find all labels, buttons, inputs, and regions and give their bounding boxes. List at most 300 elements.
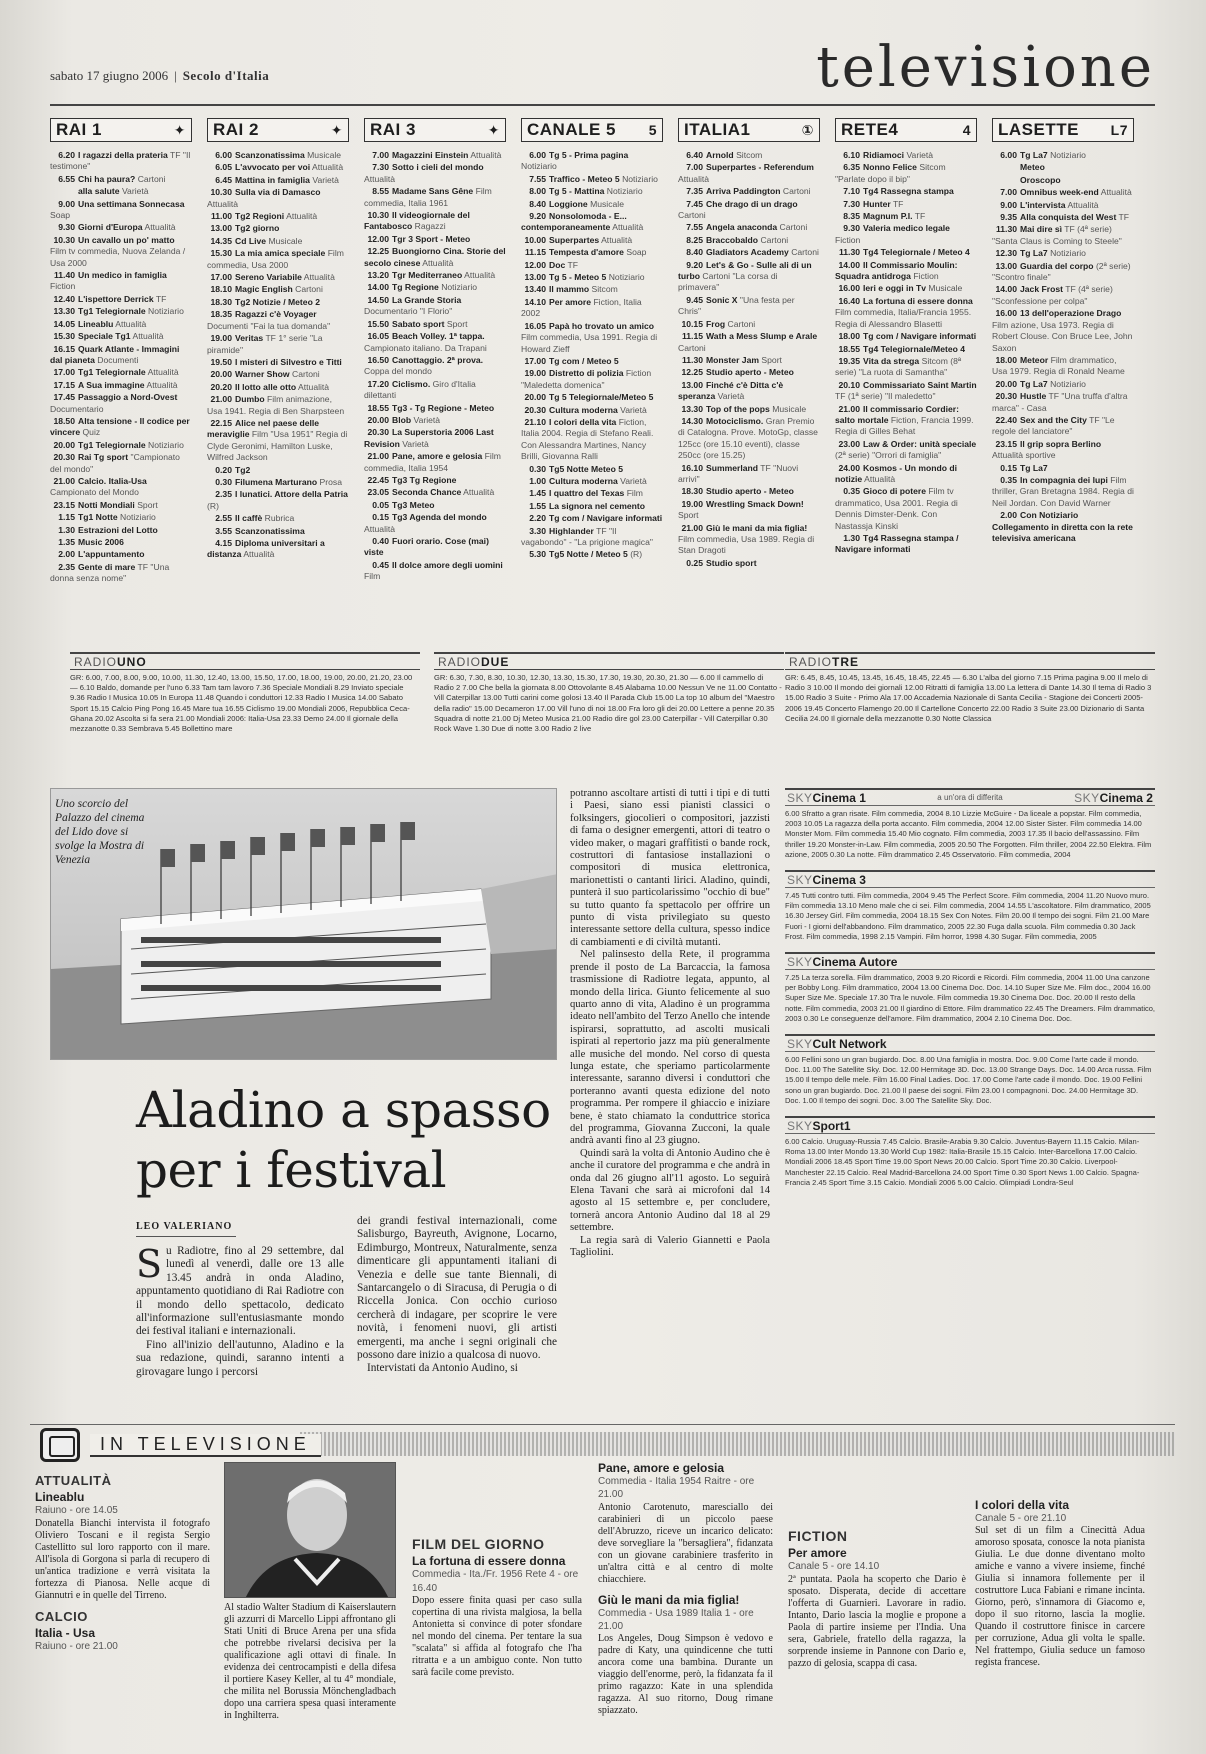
section-title: televisione — [816, 35, 1155, 100]
program-title: Sonic X — [706, 294, 738, 305]
program-title: L'ispettore Derrick — [78, 293, 154, 304]
channel-logo-icon: ✦ — [173, 121, 186, 138]
program-entry — [521, 199, 663, 210]
program-time: 7.45 — [686, 198, 703, 209]
program-entry — [678, 331, 820, 354]
program-title: I colori della vita — [975, 1498, 1070, 1512]
program-genre: TF "Il testimone" — [50, 150, 191, 172]
program-title: Studio aperto - Meteo — [706, 486, 794, 497]
program-genre: Musicale — [772, 403, 807, 414]
program-entry — [835, 404, 977, 438]
program-title: Superpartes - Referendum — [706, 162, 814, 173]
program-genre: Attualità — [678, 173, 710, 184]
program-title: Per amore — [549, 296, 592, 307]
radio-schedules — [50, 652, 1155, 762]
program-time: 7.30 — [843, 198, 860, 209]
sky-channel-name: Cinema 3 — [812, 872, 866, 887]
program-entry — [835, 380, 977, 403]
program-title: Italia - Usa — [35, 1625, 96, 1640]
program-time: 14.05 — [53, 318, 75, 329]
program-time: 2.20 — [529, 513, 546, 524]
program-genre: Attualità — [364, 173, 396, 184]
program-title: Doc — [549, 259, 566, 270]
program-time: 21.00 — [681, 522, 703, 533]
program-time: 19.00 — [681, 498, 703, 509]
program-time: 8.40 — [529, 198, 546, 209]
article-paragraph: Quindi sarà la volta di Antonio Audino che è anche il curatore del programma e che andrà in onda dal 26 giugno all'11 agosto. Lo seguirà Elena Tavani che sarà ai microfoni dal 14 agosto al 15 settembre e, per concludere, tornerà ancora Antonio Audino dal 18 al 29 settembre. — [570, 1147, 770, 1234]
program-title: Per amore — [788, 1546, 847, 1561]
program-genre: Film tv commedia, Nuova Zelanda / Usa 2000 — [50, 246, 186, 268]
program-entry — [521, 488, 663, 499]
article-column — [136, 1242, 344, 1379]
program-entry — [678, 380, 820, 403]
program-list — [364, 150, 506, 583]
radio-listing: GR: 6.45, 8.45, 10.45, 13.45, 16.45, 18.45, 22.45 — 6.30 L'alba del giorno 7.15 Prima pagina 9.00 Il melo di Radio 3 10.00 Il mondo dei giornali 12.00 Ritratti di famiglia 13.00 La lettera di Dante 14.30 Il tema di Radio 3 15.00 Radio 3 Suite - Primo Ala 17.00 Accademia Nazionale di Santa Cecilia - Stagione dei Concerti 2005-2006 19.45 Concerto Flamengo 20.00 Il Cartellone Concerto 22.00 Radio 3 Suite 23.00 Dizionario di Santa Cecilia 24.00 Il giornale della mezzanotte 0.30 Notte Classica — [785, 673, 1152, 723]
program-time: 2.35 — [58, 561, 75, 572]
program-genre: Cartoni — [678, 342, 706, 353]
program-title: Tg com / Navigare informati — [549, 513, 663, 524]
program-time: 18.55 — [367, 402, 389, 413]
program-time: 20.00 — [53, 439, 75, 450]
program-title: Tg 5 - Prima pagina — [549, 150, 629, 160]
program-time: 0.15 — [372, 512, 389, 523]
program-entry — [207, 223, 349, 234]
program-entry — [992, 391, 1134, 414]
program-title: Distretto di polizia — [549, 368, 624, 379]
program-entry — [207, 333, 349, 356]
program-entry — [521, 549, 663, 560]
program-title: Tg5 Notte Meteo 5 — [549, 463, 624, 474]
program-title: Con Notiziario Collegamento in diretta con la rete televisiva americana — [992, 510, 1133, 543]
radio-channel-name: TRE — [832, 655, 860, 669]
program-entry — [50, 500, 192, 511]
program-description: Donatella Bianchi intervista il fotografo Oliviero Toscani e il regista Sergio Castellitto sul loro rapporto con il mare. All'isola di Gorgona si parla di recupero di un'antica tradizione e verrà visitata la fortezza di Pianosa. Nelle acque di Giannutri e in quelle del Tirreno. — [35, 1517, 210, 1601]
program-time: 13.00 — [210, 223, 232, 234]
in-televisione-header — [40, 1428, 321, 1462]
program-entry — [50, 344, 192, 367]
program-entry — [521, 284, 663, 295]
channel-logo-icon: 5 — [648, 122, 657, 138]
program-entry — [521, 368, 663, 391]
program-time: 0.30 — [529, 463, 546, 474]
program-title: Il videogiornale del Fantabosco — [364, 210, 470, 232]
program-genre: Film tv drammatico, Usa 2001. Regia di Dennis Dimster-Denk. Con Nastassja Kinski — [835, 486, 958, 531]
channel-name: RAI 2 — [213, 120, 259, 139]
program-title: Frog — [706, 318, 726, 329]
program-title: Tg La7 — [1020, 248, 1048, 259]
program-entry — [50, 525, 192, 536]
program-title: Cd Live — [235, 235, 267, 246]
program-genre: TF "Una truffa d'altra marca" - Casa — [992, 391, 1128, 413]
program-entry — [364, 282, 506, 293]
program-time: 2.00 — [58, 549, 75, 560]
program-title: Il mammo — [549, 284, 590, 295]
program-slot: Commedia - Usa 1989 Italia 1 - ore 21.00 — [598, 1607, 754, 1633]
program-time: 14.10 — [524, 296, 546, 307]
program-entry — [364, 295, 506, 318]
program-title: Alta tensione - Il codice per vincere — [50, 415, 190, 438]
program-title: I ragazzi della prateria — [78, 150, 168, 160]
program-genre: Attualità — [364, 523, 396, 534]
program-genre: Cartoni — [727, 318, 756, 329]
program-genre: Cartoni — [291, 369, 320, 380]
program-time: 6.05 — [215, 162, 232, 173]
program-genre: Attualità — [146, 379, 178, 390]
program-entry — [521, 476, 663, 487]
program-genre: Film thriller, Gran Bretagna 1984. Regia di Neil Jordan. Con David Warner — [992, 474, 1134, 508]
program-genre: Film azione, Usa 1973. Regia di Robert Clouse. Con Bruce Lee, John Saxon — [992, 319, 1133, 353]
program-genre: Cartoni "La corsa di primavera" — [678, 271, 778, 293]
program-genre: Notiziario — [1050, 378, 1086, 389]
program-time: 1.55 — [529, 500, 546, 511]
program-title: Nonno Felice — [863, 162, 917, 173]
program-genre: Attualità — [422, 257, 454, 268]
program-genre: Varietà — [312, 174, 339, 185]
program-title: Tg1 Telegiornale — [78, 306, 146, 317]
program-time: 14.00 — [995, 284, 1017, 295]
program-slot: Canale 5 - ore 21.10 — [975, 1513, 1067, 1525]
program-entry — [521, 321, 663, 355]
program-entry — [992, 284, 1134, 307]
program-time: 23.15 — [995, 438, 1017, 449]
box-film-del-giorno — [412, 1462, 582, 1679]
program-entry — [50, 222, 192, 233]
program-time: 11.30 — [681, 354, 703, 365]
program-entry — [835, 247, 977, 258]
program-title: Ragazzi c'è Voyager — [235, 309, 317, 320]
program-entry — [364, 487, 506, 498]
channel-logo-icon: ✦ — [330, 121, 343, 138]
program-title: Tg com / Meteo 5 — [549, 355, 619, 366]
program-genre: Prosa — [319, 476, 342, 487]
program-genre: Notiziario — [622, 173, 658, 184]
program-time: 7.35 — [686, 186, 703, 197]
program-genre: Attualità — [115, 318, 147, 329]
program-time: 17.45 — [53, 392, 75, 403]
program-time: 5.30 — [529, 549, 546, 560]
category-label: ATTUALITÀ — [35, 1473, 112, 1488]
program-entry — [50, 562, 192, 585]
program-genre: Cartoni — [782, 186, 811, 197]
program-entry — [678, 150, 820, 161]
sky-cinema-3: SKYCinema 3 7.45 Tutti contro tutti. Film commedia, 2004 9.45 The Perfect Score. Film commedia, 2004 11.20 Nuovo muro. Film commedia 13.10 Meno male che ci sei. Film commedia, 2004 14.55 L'ascoltatore. Film drammatico, 2005 16.30 Jersey Girl. Film commedia, 2004 18.15 Sex Con Notes. Film 20.00 Il tempo dei sogni. Film 21.00 Mare Fuori - I giorni dell'abbandono. Film drammatico, 2005 22.30 Fuga dalla scuola. Film commedia 0.30 Jack Frost. Film commedia, 1998 2.15 Vampiri. Film horror, 1998 4.30 Sugar. Film commedia, 2005 — [785, 870, 1155, 942]
program-title: Gioco di potere — [863, 486, 927, 497]
program-entry — [50, 186, 192, 197]
program-title: Notti Mondiali — [78, 499, 135, 510]
program-title: Ridiamoci — [863, 150, 905, 160]
program-slot: Canale 5 - ore 14.10 — [788, 1561, 880, 1573]
program-entry — [678, 416, 820, 462]
sky-listing: 6.00 Sfratto a gran risate. Film commedia, 2004 8.10 Lizzie McGuire - Da liceale a popstar. Film commedia, 2003 10.05 La ragazza della porta accanto. Film commedia, 2004 12.00 Sister Sister. Film commedia 14.00 Monster Mom. Film commedia 15.40 Mio cognato. Film commedia, 2003 17.35 Il bacio dell'assassino. Film thriller 19.20 Monster-in-Law. Film commedia, 2005 20.50 The Forgotten. Film thriller, 2004 22.50 Elektra. Film azione, 2005 0.30 La notte. Film drammatico 2.45 Osservatorio. Film commedia, 2004 — [785, 809, 1152, 859]
program-genre: Attualità — [312, 162, 344, 173]
program-entry — [992, 463, 1134, 474]
program-entry — [207, 394, 349, 417]
sky-listing: 7.25 La terza sorella. Film drammatico, 2003 9.20 Ricordi e Ricordi. Film commedia, 2004 11.00 Una canzone per Bobby Long. Film drammatico, 2004 13.00 Cinema Doc. Doc. 14.10 Super Size Me. Film doc., 2004 16.00 Super Size Me. Speciale 17.30 Tra le nuvole. Film commedia 19.30 Cinema Doc. Doc. 20.00 Il resto della notte. Film commedia, 2003 21.00 Il giardino di Ettore. Film drammatico 22.45 The Dreamers. Film drammatico, 2003 0.30 Le conseguenze dell'amore. Film drammatico, 2004 2.10 Cinema Doc. Doc. — [785, 973, 1156, 1023]
program-time: 21.00 — [838, 403, 860, 414]
program-entry — [50, 294, 192, 305]
program-time: 1.00 — [529, 475, 546, 486]
program-title: Tg5 Notte / Meteo 5 — [549, 549, 628, 560]
program-genre: Fiction "Maledetta domenica" — [521, 368, 652, 390]
program-entry — [364, 246, 506, 269]
program-title: Meteor — [1020, 354, 1049, 365]
program-list — [50, 150, 192, 585]
program-time: 7.10 — [843, 186, 860, 197]
program-entry — [992, 150, 1134, 161]
program-title: Scanzonatissima — [235, 525, 305, 536]
program-title: La signora nel cemento — [549, 500, 645, 511]
program-title: Il dolce amore degli uomini — [392, 559, 503, 570]
program-entry — [678, 235, 820, 246]
program-genre: Musicale — [928, 283, 963, 294]
category-label: FICTION — [788, 1528, 848, 1544]
program-genre: Varietà — [906, 150, 934, 160]
program-genre: Documentario — [50, 403, 104, 414]
program-time: 17.00 — [524, 355, 546, 366]
tv-schedule-grid — [50, 118, 1155, 638]
program-entry — [992, 308, 1134, 354]
program-title: Cultura moderna — [549, 475, 618, 486]
program-genre: Attualità — [132, 331, 164, 342]
program-title: Mai dire sì — [1020, 224, 1063, 235]
program-time: 16.10 — [681, 462, 703, 473]
program-title: Hustle — [1020, 391, 1047, 402]
program-title: Tempesta d'amore — [549, 247, 624, 258]
program-time: 9.35 — [1000, 212, 1017, 223]
program-title: Wrestling Smack Down! — [706, 498, 804, 509]
program-entry — [835, 186, 977, 197]
program-title: Valeria medico legale — [863, 223, 950, 234]
program-entry — [364, 415, 506, 426]
program-entry — [364, 536, 506, 559]
program-time: 6.00 — [215, 150, 232, 160]
program-title: A Sua immagine — [78, 379, 145, 390]
program-genre: Varietà — [620, 404, 647, 415]
program-time: 8.35 — [843, 211, 860, 222]
program-genre: TF "Le regole del lanciatore" — [992, 414, 1115, 437]
program-entry — [364, 331, 506, 354]
program-genre: Cartoni — [678, 210, 706, 221]
program-title: Blob — [392, 414, 412, 425]
program-title: Canottaggio. 2ª prova. — [392, 354, 484, 365]
channel-logo-icon: 4 — [962, 122, 971, 138]
program-genre: Campionato italiano. Da Trapani — [364, 342, 487, 353]
program-genre: Fiction, Italia 2004. Regia di Stefano Reali. Con Alessandra Martines, Nancy Brilli, Giovanna Ralli — [521, 416, 654, 462]
program-title: Traffico - Meteo 5 — [549, 173, 620, 184]
program-description: 2ª puntata. Paola ha scoperto che Dario è sposato. Disperata, decide di accettare l'offerta di Guarnieri. Lavorare in radio. Intanto, Dario lascia la moglie e propone a Paola di partire insieme per l'India. Una sera, Gabriele, fratello della ragazza, la sorprende insieme in Pannone con Dario e, pazzo di gelosia, scappa di casa. — [788, 1573, 966, 1669]
program-entry — [678, 186, 820, 197]
program-genre: Film commedia, Italia/Francia 1955. Regia di Alessandro Blasetti — [835, 307, 972, 329]
radio-label: RADIO — [74, 655, 118, 669]
program-genre: TF — [567, 259, 578, 270]
program-genre: Attualità — [298, 381, 330, 392]
program-time: 19.00 — [524, 368, 546, 379]
program-description: Los Angeles, Doug Simpson è vedovo e padre di Katy, una quindicenne che tutti ancora come una bambina. Durante un viaggio dell'enorme, però, la fidanzata fa il primo ragazzo: Kate in una splendida ragazza. Al suo ritorno, Doug rimane spiazzato. — [598, 1633, 773, 1717]
program-title: 13 dell'operazione Drago — [1020, 308, 1122, 319]
channel-rete4 — [835, 118, 977, 638]
program-time: 6.20 — [58, 150, 75, 160]
program-title: Arnold — [706, 150, 734, 160]
program-entry — [207, 309, 349, 332]
program-genre: Cartoni — [760, 234, 789, 245]
program-entry — [207, 187, 349, 210]
program-entry — [992, 415, 1134, 438]
program-time: 20.00 — [210, 369, 232, 380]
program-entry — [207, 382, 349, 393]
radio-listing: GR: 6.00, 7.00, 8.00, 9.00, 10.00, 11.30, 12.40, 13.00, 15.50, 17.00, 18.00, 19.00, 20.00, 21.20, 23.00 — 6.10 Baldo, domande per l'uno 6.33 Tam tam lavoro 7.36 Speciale Mondiali 8.29 Inviato speciale 9.36 Radio I Musica 10.05 In Europa 11.48 Quando i conduttori 12.33 Radio I Musica 14.00 Sabato Sport 15.15 Calcio Ping Pong 16.45 Mare tua 16.55 Ciclismo 19.00 Mondiali 2006, Repubblica Ceca-Ghana 20.02 Ascolta si fa sera 21.00 Mondiali 2006: Italia-Usa 23.33 Demo 24.00 Il giornale della mezzanotte 0.33 Sembrava 5.45 Bollettino mare — [70, 673, 413, 734]
program-title: Commissariato Saint Martin — [863, 379, 977, 390]
program-title: Tg com / Navigare informati — [863, 331, 977, 342]
program-genre: Film animazione, Usa 1941. Regia di Ben Sharpsteen — [207, 394, 345, 416]
program-title: Monster Jam — [706, 354, 760, 365]
program-entry — [207, 211, 349, 222]
channel-rai2 — [207, 118, 349, 638]
program-description: Dopo essere finita quasi per caso sulla copertina di una rivista malgiosa, la bella Antonietta si convince di poter sfondare nel mondo del cinema. Per tentare la sua "scalata" si affida al fotografo che l'ha ritratta e a un ambiguo conte. Non tutto sarà facile come previsto. — [412, 1594, 582, 1678]
program-genre: (R) — [207, 500, 219, 511]
radio-listing: GR: 6.30, 7.30, 8.30, 10.30, 12.30, 13.30, 15.30, 17.30, 19.30, 20.30, 21.30 — 6.00 Il cammello di Radio 2 7.00 Che bella la giornata 8.00 Ottovolante 8.45 Alabama 10.00 Nessun Ve ne 11.00 Contatto - Vill Caterpillar 13.00 Tutti carini come golosi 13.40 Il Parada Club 15.00 La top 10 album del "Maestro della radio" 15.00 Decameron 17.00 Vill l'uno di noi 18.00 Fra loro gli dei 20.00 Lettere a penne 20.35 Squadra di notte 21.00 Dj Meteo Musica 21.00 Radio dire gol 23.00 Caterpillar - Vill Caterpillar 0.30 Rock Wave 1.30 Due di notte 3.00 Radio 2 live — [434, 673, 782, 734]
program-entry — [521, 186, 663, 197]
program-genre: Film commedia, Usa 2000 — [207, 248, 344, 270]
program-time: 12.00 — [524, 259, 546, 270]
program-genre: Sitcom — [591, 284, 618, 295]
sky-cinema-1: SKYCinema 1 a un'ora di differita SKYCinema 2 6.00 Sfratto a gran risate. Film commedia, 2004 8.10 Lizzie McGuire - Da liceale a popstar. Film commedia, 2003 10.05 La ragazza della porta accanto. Film commedia, 2004 12.00 Sister Sister. Film commedia 14.00 Monster Mom. Film commedia 15.40 Mio cognato. Film commedia, 2003 17.35 Il bacio dell'assassino. Film thriller 19.20 Monster-in-Law. Film commedia, 2005 20.50 The Forgotten. Film thriller, 2004 22.50 Elektra. Film azione, 2005 0.30 La notte. Film drammatico 2.45 Osservatorio. Film commedia, 2004 — [785, 788, 1155, 860]
program-entry — [207, 513, 349, 524]
channel-rai1 — [50, 118, 192, 638]
masthead — [50, 35, 1155, 110]
program-time: 19.35 — [838, 355, 860, 366]
program-entry — [50, 537, 192, 548]
page-date: sabato 17 giugno 2006 — [50, 68, 169, 83]
box-calcio-text — [224, 1602, 396, 1722]
program-time: 3.30 — [529, 525, 546, 536]
program-genre: Notiziario — [1050, 248, 1086, 259]
program-entry — [50, 199, 192, 222]
program-entry — [207, 357, 349, 368]
program-entry — [207, 465, 349, 476]
program-genre: Giro d'Italia dilettanti — [364, 378, 476, 401]
radio-label: RADIO — [789, 655, 833, 669]
program-title: I quattro del Texas — [549, 488, 625, 499]
program-title: La Superstoria 2006 Last Revision — [364, 427, 494, 449]
program-entry — [521, 513, 663, 524]
program-entry — [364, 355, 506, 378]
program-title: Tg3 - Tg Regione - Meteo — [392, 402, 495, 413]
program-entry — [521, 501, 663, 512]
program-time: 9.20 — [529, 211, 546, 222]
program-genre: Soap — [626, 247, 647, 258]
program-description: Antonio Carotenuto, maresciallo dei carabinieri di un piccolo paese dell'Abruzzo, riceve un incarico delicato: deve sorvegliare la "bersagliera", fidanzata con un giovane carabiniere trasferito in un'altra città e al centro di molte chiacchiere. — [598, 1501, 773, 1585]
program-time: 7.00 — [686, 162, 703, 173]
program-entry — [364, 379, 506, 402]
program-title: Tg La7 — [1020, 462, 1048, 473]
program-title: Scanzonatissima — [235, 150, 305, 160]
program-time: 11.40 — [53, 270, 75, 281]
program-genre: Attualità — [601, 234, 633, 245]
program-title: Alla conquista del West — [1020, 212, 1117, 223]
channel-italia1 — [678, 118, 820, 638]
program-title: Tg1 Telegiornale — [78, 439, 146, 450]
program-title: Tg La7 — [1020, 378, 1048, 389]
program-time: 12.00 — [367, 233, 389, 244]
program-genre: Varietà — [413, 414, 441, 425]
program-time: 14.35 — [210, 235, 232, 246]
program-title: Un cavallo un po' matto — [78, 234, 175, 245]
program-title: Tg2 — [235, 464, 251, 475]
program-entry — [207, 236, 349, 247]
program-genre: Fiction — [50, 281, 76, 292]
program-time: 20.20 — [210, 381, 232, 392]
program-genre: TF (4ª serie) "Sconfessione per colpa" — [992, 284, 1113, 306]
program-entry — [207, 272, 349, 283]
program-genre: Campionato del Mondo — [50, 487, 139, 498]
program-title: Tgr Mediterraneo — [392, 270, 463, 281]
program-title: Rai Tg sport — [78, 452, 129, 463]
program-entry — [207, 369, 349, 380]
program-time: 9.45 — [686, 294, 703, 305]
program-entry — [50, 440, 192, 451]
program-list — [992, 150, 1134, 544]
program-time: 8.40 — [686, 247, 703, 258]
program-title: Alice nel paese delle meraviglie — [207, 417, 320, 440]
program-title: L'avvocato per voi — [235, 162, 311, 173]
program-entry — [835, 486, 977, 532]
program-title: Hunter — [863, 198, 891, 209]
program-title: Giù le mani da mia figlia! — [706, 522, 808, 533]
program-title: Tgr 3 Sport - Meteo — [392, 233, 471, 244]
program-entry — [50, 452, 192, 475]
program-title: Magazzini Einstein — [392, 150, 469, 160]
program-entry — [835, 162, 977, 185]
program-genre: Notiziario — [608, 272, 645, 283]
program-entry — [521, 272, 663, 283]
program-genre: Documentario "I Florio" — [364, 306, 453, 317]
program-genre: Film "Usa 1951" Regia di Clyde Geronimi, Hamilton Luske, Wilfred Jackson — [207, 429, 348, 463]
program-genre: Varietà — [620, 475, 647, 486]
article-byline: LEO VALERIANO — [136, 1221, 233, 1232]
program-genre: Musicale — [590, 198, 624, 209]
program-genre: Attualità — [1100, 187, 1132, 198]
program-entry — [207, 418, 349, 464]
program-time: 2.00 — [1000, 510, 1017, 521]
channel-name: CANALE 5 — [527, 120, 617, 139]
program-time: 20.30 — [524, 404, 546, 415]
program-title: Passaggio a Nord-Ovest — [78, 392, 178, 403]
program-genre: Notiziario — [148, 306, 184, 317]
program-genre: Attualità — [864, 473, 896, 484]
sky-channel-name: Cinema Autore — [812, 954, 898, 969]
program-title: Tg1 Notte — [78, 512, 118, 523]
program-genre: Varietà — [402, 438, 429, 449]
program-genre: Film commedia, Italia 1954 — [364, 451, 501, 473]
program-time: 21.00 — [53, 475, 75, 486]
sky-channel-name: Cult Network — [812, 1036, 887, 1051]
channel-lasette — [992, 118, 1134, 638]
program-genre: Attualità — [464, 270, 496, 281]
program-genre: Ragazzi — [414, 221, 446, 232]
program-entry — [678, 523, 820, 557]
program-entry — [521, 464, 663, 475]
program-time: 16.00 — [995, 308, 1017, 319]
program-title: Madame Sans Gêne — [392, 186, 474, 197]
program-time: 3.55 — [215, 525, 232, 536]
program-time: 11.15 — [524, 247, 546, 258]
program-time: 16.05 — [524, 320, 546, 331]
program-time: 23.00 — [838, 438, 860, 449]
program-time: 12.25 — [681, 367, 703, 378]
program-entry — [521, 211, 663, 234]
radio-uno — [70, 652, 420, 734]
program-time: 0.15 — [1000, 462, 1017, 473]
